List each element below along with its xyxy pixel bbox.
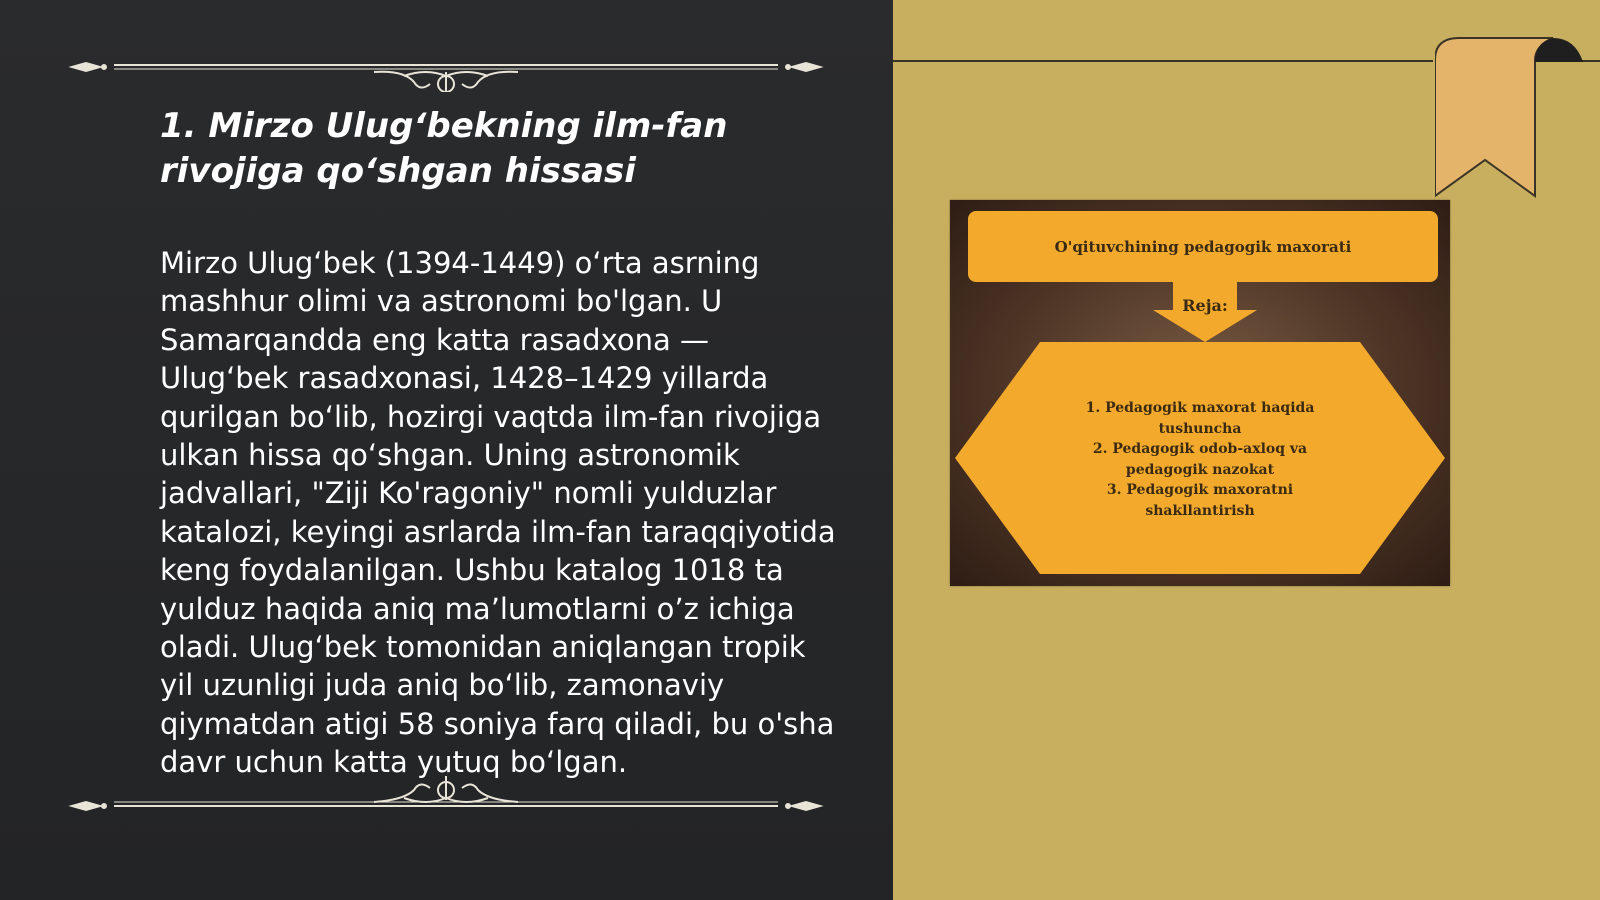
bookmark-icon (1435, 36, 1600, 200)
slide-image (950, 200, 1450, 586)
slide-body-text: Mirzo Ulug‘bek (1394-1449) o‘rta asrning mashhur olimi va astronomi bo'lgan. U Samarqandda eng katta rasadxona — Ulug‘bek rasadxonasi, 1428–1429 yillarda qurilgan bo‘lib, hozirgi vaqtda ilm-fan rivojiga ulkan hissa qo‘shgan. Uning astronomik jadvallari, "Ziji Ko'ragoniy" nomli yulduzlar katalozi, keyingi asrlarda ilm-fan taraqqiyotida keng foydalanilgan. Ushbu katalog 1018 ta yulduz haqida aniq ma’lumotlarni o’z ichiga oladi. Ulug‘bek tomonidan aniqlangan tropik yil uzunligi juda aniq bo‘lib, zamonaviy qiymatdan atigi 58 soniya farq qiladi, bu o'sha davr uchun katta yutuq bo‘lgan. (160, 246, 836, 780)
ornament-bottom (64, 776, 828, 826)
slide-title: 1. Mirzo Ulug‘bekning ilm-fan rivojiga qo‘shgan hissasi (160, 106, 728, 191)
image-plan-list (1050, 398, 1350, 521)
image-banner: O'qituvchining pedagogik maxorati (968, 211, 1438, 282)
list-item: 1. Pedagogik maxorat haqida (1085, 400, 1315, 416)
ornament-top (64, 42, 828, 92)
list-item: tushuncha (1158, 420, 1242, 437)
list-item: shakllantirish (1145, 502, 1255, 519)
list-item: 2. Pedagogik odob-axloq va (1092, 441, 1308, 457)
list-item: 3. Pedagogik maxoratni (1106, 482, 1294, 498)
list-item: pedagogik nazokat (1125, 461, 1275, 478)
divider-line (893, 60, 1433, 62)
image-arrow-label: Reja: (1182, 296, 1228, 315)
